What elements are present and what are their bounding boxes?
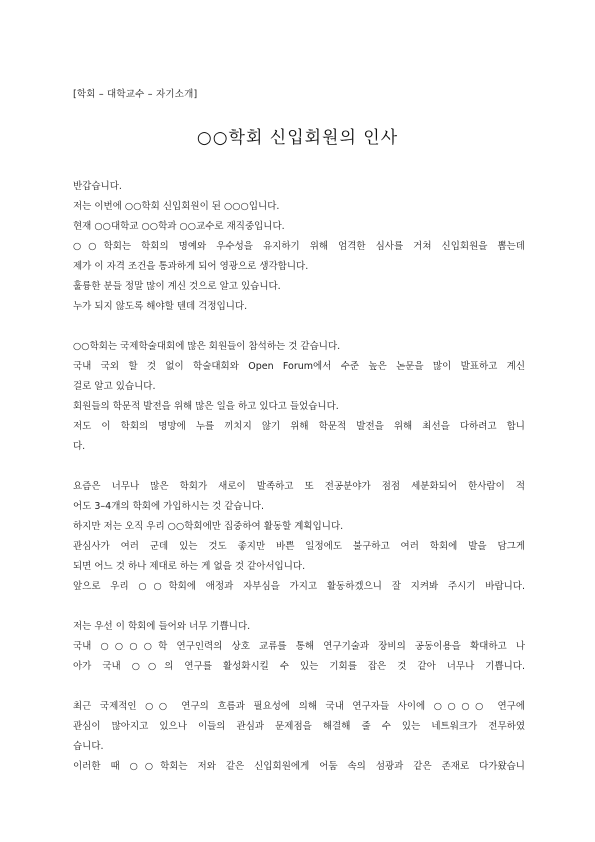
- paragraph-line: ○○학회는 학회의 명예와 우수성을 유지하기 위해 엄격한 심사를 거쳐 신입회원을 뽑는데: [73, 241, 525, 252]
- paragraph-line: 제가 이 자격 조건을 통과하게 되어 영광으로 생각합니다.: [73, 261, 309, 272]
- document-category: [학회 – 대학교수 – 자기소개]: [73, 89, 198, 100]
- paragraph-line: 습니다.: [73, 741, 104, 752]
- paragraph: [73, 337, 525, 457]
- paragraph-line: 이러한 때 ○○학회는 저와 같은 신입회원에게 어둠 속의 섬광과 같은 존재로 다가왔습니: [73, 761, 525, 772]
- paragraph-line: 저는 이번에 ○○학회 신입회원이 된 ○○○입니다.: [73, 201, 280, 212]
- paragraph-line: 회원들의 학문적 발전을 위해 많은 일을 하고 있다고 들었습니다.: [73, 401, 339, 412]
- paragraph-line: 저도 이 학회의 명망에 누를 끼치지 않기 위해 학문적 발전을 위해 최선을 다하려고 합니: [73, 421, 525, 432]
- paragraph: [73, 177, 525, 317]
- paragraph-line: 어도 3–4개의 학회에 가입하시는 것 같습니다.: [73, 501, 264, 512]
- paragraph-line: 누가 되지 않도록 해야할 텐데 걱정입니다.: [73, 301, 248, 312]
- paragraph-line: 하지만 저는 오직 우리 ○○학회에만 집중하여 활동할 계획입니다.: [73, 521, 344, 532]
- paragraph: [73, 477, 525, 597]
- paragraph-line: 반갑습니다.: [73, 181, 122, 192]
- paragraph-line: 국내 ○○○○학 연구인력의 상호 교류를 통해 연구기술과 장비의 공동이용을 확대하고 나: [73, 641, 525, 652]
- paragraph-line: 아가 국내 ○○의 연구를 활성화시킬 수 있는 기회를 잡은 것 같아 너무나 기쁩니다.: [73, 661, 525, 672]
- paragraph-line: 앞으로 우리 ○○학회에 애정과 자부심을 가지고 활동하겠으니 잘 지켜봐 주시기 바랍니다.: [73, 581, 525, 592]
- paragraph-line: 다.: [73, 441, 86, 452]
- document-body: [73, 177, 525, 797]
- paragraph-line: 국내 국외 할 것 없이 학술대회와 Open Forum에서 수준 높은 논문을 많이 발표하고 계신: [73, 361, 525, 372]
- paragraph-line: 훌륭한 분들 정말 많이 계신 것으로 알고 있습니다.: [73, 281, 281, 292]
- paragraph-line: 요즘은 너무나 많은 학회가 새로이 발족하고 또 전공분야가 점점 세분화되어 한사람이 적: [73, 481, 525, 492]
- paragraph-line: 관심사가 여러 군데 있는 것도 좋지만 바쁜 일정에도 불구하고 여러 학회에 발을 담그게: [73, 541, 525, 552]
- paragraph: [73, 617, 525, 677]
- paragraph: [73, 697, 525, 777]
- paragraph-line: 걸로 알고 있습니다.: [73, 381, 156, 392]
- paragraph-line: ○○학회는 국제학술대회에 많은 회원들이 참석하는 것 같습니다.: [73, 341, 341, 352]
- paragraph-line: 저는 우선 이 학회에 들어와 너무 기쁩니다.: [73, 621, 251, 632]
- paragraph-line: 관심이 많아지고 있으나 이들의 관심과 문제점을 해결해 줄 수 있는 네트워크가 전무하였: [73, 721, 525, 732]
- paragraph-line: 현재 ○○대학교 ○○학과 ○○교수로 재직중입니다.: [73, 221, 285, 232]
- paragraph-line: 되면 어느 것 하나 제대로 하는 게 없을 것 같아서입니다.: [73, 561, 306, 572]
- paragraph-line: 최근 국제적인 ○○ 연구의 흐름과 필요성에 의해 국내 연구자들 사이에 ○○○○ 연구에: [73, 701, 525, 712]
- document-title: ○○학회 신입회원의 인사: [196, 128, 399, 148]
